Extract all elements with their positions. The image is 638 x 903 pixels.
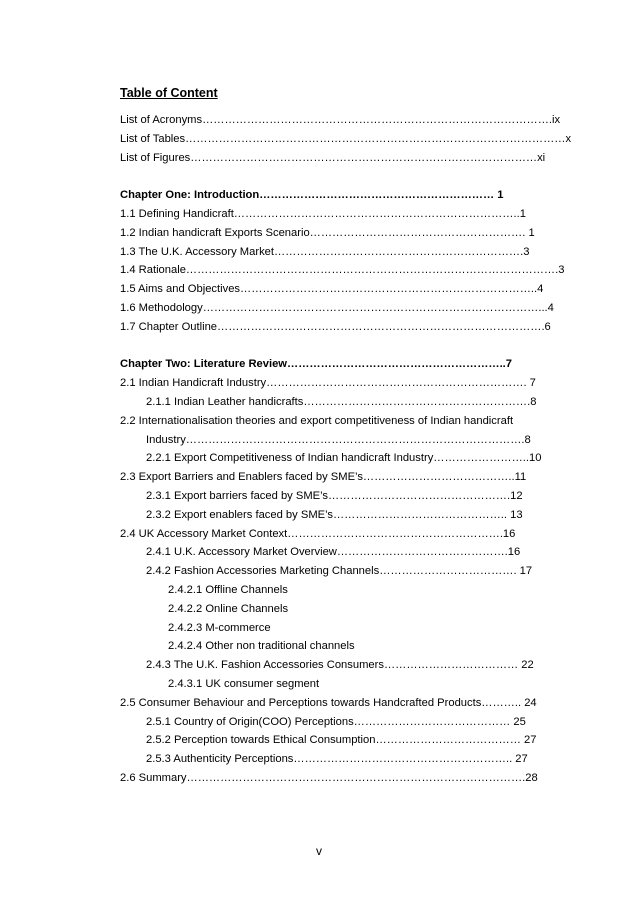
toc-chapter-entry: Chapter One: Introduction……………………………………………………… 1 (120, 189, 504, 202)
toc-subsubentry: 2.4.2.1 Offline Channels (168, 584, 288, 596)
toc-subentry: 2.3.2 Export enablers faced by SME’s……………………………………….. 13 (146, 508, 523, 521)
toc-entry: 2.2 Internationalisation theories and export competitiveness of Indian handicraft (120, 414, 514, 427)
toc-entry: List of Tables…………………………………………………………………………………………x (120, 132, 572, 145)
toc-subentry: 2.4.3 The U.K. Fashion Accessories Consumers……………………………… 22 (146, 659, 534, 672)
toc-subsubentry: 2.4.2.4 Other non traditional channels (168, 640, 355, 653)
toc-heading: Table of Content (120, 86, 218, 100)
toc-subentry: 2.5.2 Perception towards Ethical Consumption………………………………… 27 (146, 734, 537, 747)
toc-entry: 2.4 UK Accessory Market Context………………………………………………….16 (120, 527, 516, 540)
toc-entry: 1.4 Rationale……………………………………………………………………………………….3 (120, 264, 565, 277)
toc-subentry: 2.3.1 Export barriers faced by SME’s………………………………………….12 (146, 490, 523, 502)
page-number: v (316, 844, 322, 858)
toc-subentry: Industry……………………………………………………………………………….8 (146, 433, 531, 446)
toc-entry: 1.5 Aims and Objectives……………………………………………………………………..4 (120, 283, 544, 296)
toc-chapter-entry: Chapter Two: Literature Review…………………………………………………..7 (120, 358, 513, 371)
toc-entry: List of Figures…………………………………………………………………………………xi (120, 151, 546, 164)
toc-entry: 2.5 Consumer Behaviour and Perceptions towards Handcrafted Products……….. 24 (120, 696, 537, 709)
toc-entry: List of Acronyms………………………………………………………………………………….ix (120, 114, 561, 126)
toc-subsubentry: 2.4.3.1 UK consumer segment (168, 678, 320, 690)
toc-subsubentry: 2.4.2.2 Online Channels (168, 602, 289, 615)
toc-subentry: 2.5.3 Authenticity Perceptions………………………………………………….. 27 (146, 753, 528, 766)
toc-entry: 1.6 Methodology………………………………………………………………………………...4 (120, 302, 554, 314)
toc-entry: 1.3 The U.K. Accessory Market………………………………………………………….3 (120, 245, 530, 258)
toc-subentry: 2.5.1 Country of Origin(COO) Perceptions…………………………………… 25 (146, 715, 526, 728)
toc-subentry: 2.1.1 Indian Leather handicrafts…………………………………………………….8 (146, 396, 537, 408)
toc-entry: 1.2 Indian handicraft Exports Scenario…………………………………………………. 1 (120, 226, 535, 239)
toc-entry: 1.7 Chapter Outline…………………………………………………………………………….6 (120, 320, 551, 333)
toc-subentry: 2.4.2 Fashion Accessories Marketing Channels………………………………. 17 (146, 565, 533, 578)
toc-entry: 2.1 Indian Handicraft Industry……………………………………………………………. 7 (120, 377, 536, 390)
toc-entry: 2.6 Summary……………………………………………………………………………….28 (120, 772, 538, 784)
toc-subentry: 2.4.1 U.K. Accessory Market Overview……………………………………….16 (146, 546, 521, 559)
toc-entry: 1.1 Defining Handicraft…………………………………………………………………..1 (120, 208, 526, 220)
toc-subsubentry: 2.4.2.3 M-commerce (168, 621, 271, 634)
toc-entry: 2.3 Export Barriers and Enablers faced by SME’s…………………………………..11 (120, 471, 527, 484)
toc-subentry: 2.2.1 Export Competitiveness of Indian handicraft Industry……………………..10 (146, 452, 542, 465)
